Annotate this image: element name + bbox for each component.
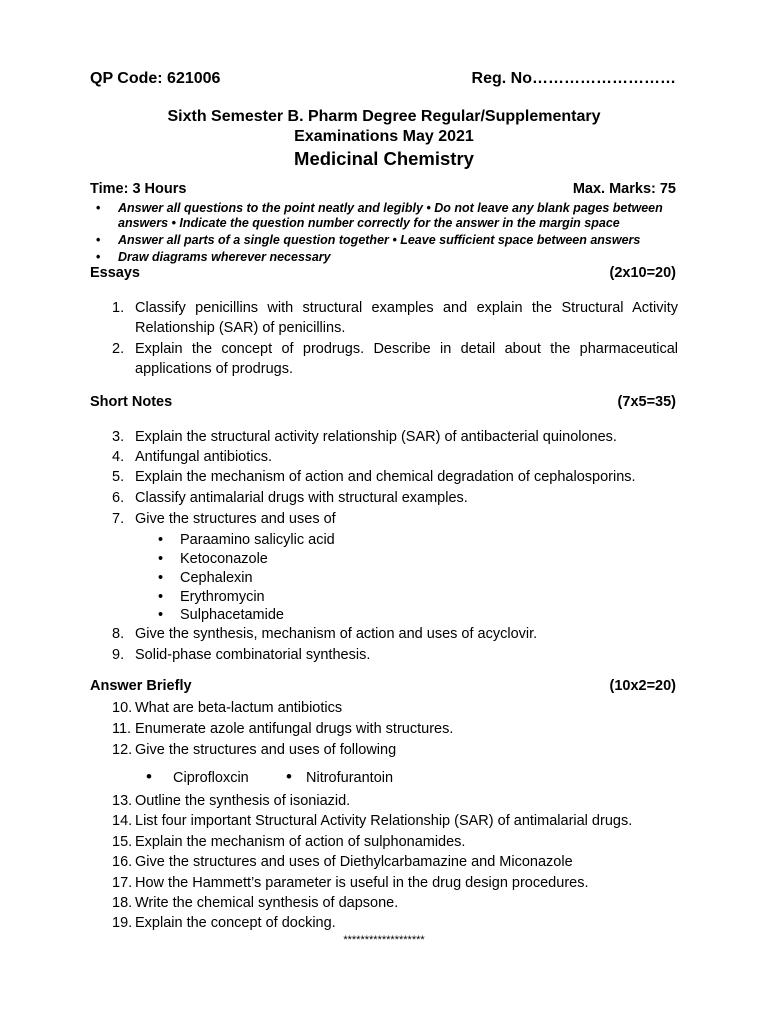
essays-title: Essays xyxy=(90,265,140,281)
bullet-icon: • xyxy=(96,250,101,264)
bullet-icon: • xyxy=(96,201,101,215)
question-15: 15. Explain the mechanism of action of sulphonamides. xyxy=(112,834,466,850)
essays-marks: (2x10=20) xyxy=(609,265,676,281)
question-12: 12. Give the structures and uses of following xyxy=(112,742,397,758)
short-notes-marks: (7x5=35) xyxy=(617,394,676,410)
question-8: 8. Give the synthesis, mechanism of action and uses of acyclovir. xyxy=(112,626,538,642)
reg-no: Reg. No……………………… xyxy=(471,70,676,87)
instructions-list xyxy=(96,201,678,265)
question-17: 17. How the Hammett’s parameter is useful in the drug design procedures. xyxy=(112,875,589,891)
meta-row xyxy=(90,181,676,197)
short-notes-heading xyxy=(90,394,676,410)
question-16: 16. Give the structures and uses of Diethylcarbamazine and Miconazole xyxy=(112,854,573,870)
qp-code: QP Code: 621006 xyxy=(90,70,221,87)
answer-briefly-title: Answer Briefly xyxy=(90,678,192,694)
bullet-icon: • xyxy=(158,570,164,586)
q12-subitem: • Ciprofloxcin xyxy=(146,767,249,786)
time-label: Time: 3 Hours xyxy=(90,181,187,197)
question-4: 4. Antifungal antibiotics. xyxy=(112,449,273,465)
question-13: 13. Outline the synthesis of isoniazid. xyxy=(112,793,351,809)
bullet-icon: • xyxy=(96,233,101,247)
bullet-icon: • xyxy=(286,767,292,786)
instruction-item: • Draw diagrams wherever necessary xyxy=(96,250,331,264)
question-19: 19. Explain the concept of docking. xyxy=(112,915,336,931)
question-14: 14. List four important Structural Activity Relationship (SAR) of antimalarial drugs. xyxy=(112,813,633,829)
q7-subitem: • Paraamino salicylic acid xyxy=(158,532,335,548)
question-18: 18. Write the chemical synthesis of dapsone. xyxy=(112,895,399,911)
question-7: 7. Give the structures and uses of xyxy=(112,511,336,527)
answer-briefly-marks: (10x2=20) xyxy=(609,678,676,694)
exam-title-line1: Sixth Semester B. Pharm Degree Regular/Supplementary xyxy=(167,108,601,125)
answer-briefly-heading xyxy=(90,678,676,694)
end-marker: ******************* xyxy=(343,934,425,946)
bullet-icon: • xyxy=(158,607,164,623)
exam-title-line2: Examinations May 2021 xyxy=(294,128,474,145)
question-9: 9. Solid-phase combinatorial synthesis. xyxy=(112,647,371,663)
instruction-item: • Answer all questions to the point neatly and legibly • Do not leave any blank pages between answers • Indicate the question number correctly for the answer in the margin space xyxy=(96,201,663,230)
bullet-icon: • xyxy=(158,589,164,605)
q7-subitem: • Ketoconazole xyxy=(158,551,268,567)
question-11: 11. Enumerate azole antifungal drugs with structures. xyxy=(112,721,454,737)
question-5: 5. Explain the mechanism of action and chemical degradation of cephalosporins. xyxy=(112,469,636,485)
question-6: 6. Classify antimalarial drugs with structural examples. xyxy=(112,490,468,506)
max-marks-label: Max. Marks: 75 xyxy=(572,181,676,197)
short-notes-title: Short Notes xyxy=(90,394,173,410)
question-1: 1. Classify penicillins with structural examples and explain the Structural Activity Relationship (SAR) of penicillins. xyxy=(112,300,678,336)
bullet-icon: • xyxy=(158,551,164,567)
q12-subitem: • Nitrofurantoin xyxy=(286,767,394,786)
q7-subitem: • Erythromycin xyxy=(158,589,265,605)
subject-title: Medicinal Chemistry xyxy=(294,148,474,169)
question-3: 3. Explain the structural activity relationship (SAR) of antibacterial quinolones. xyxy=(112,429,617,445)
header-row xyxy=(90,70,676,88)
q7-subitem: • Sulphacetamide xyxy=(158,607,284,623)
q7-subitem: • Cephalexin xyxy=(158,570,253,586)
bullet-icon: • xyxy=(158,532,164,548)
bullet-icon: • xyxy=(146,767,152,786)
essays-heading xyxy=(90,265,676,281)
question-2: 2. Explain the concept of prodrugs. Describe in detail about the pharmaceutical applications of prodrugs. xyxy=(112,341,678,377)
instruction-item: • Answer all parts of a single question together • Leave sufficient space between answers xyxy=(96,233,641,247)
question-10: 10. What are beta-lactum antibiotics xyxy=(112,700,343,716)
